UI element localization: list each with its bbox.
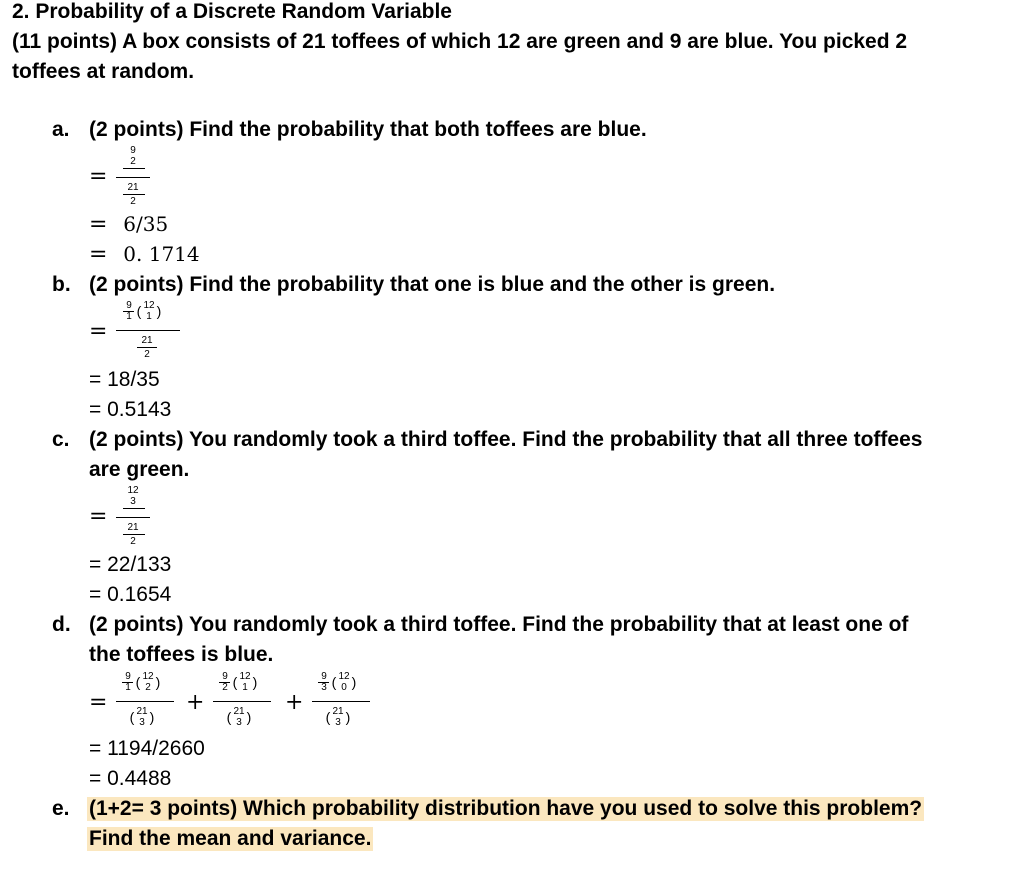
main-fraction-bar (116, 177, 150, 178)
equals-sign: = (89, 504, 108, 529)
part-b-question: (2 points) Find the probability that one is blue and the other is green. (89, 273, 776, 296)
plus-sign: + (285, 690, 304, 715)
part-e-question-line1: (1+2= 3 points) Which probability distribution have you used to solve this problem? (89, 797, 923, 820)
inner-bar (123, 194, 145, 195)
part-a-question: (2 points) Find the probability that both toffees are blue. (89, 118, 647, 141)
part-d-letter: d. (52, 613, 71, 636)
part-b-fraction: = 9 1 ( 12 1 ) 21 2 (89, 299, 199, 359)
main-fraction-bar (116, 330, 180, 331)
part-a-letter: a. (52, 118, 70, 141)
part-d-question-line1: (2 points) You randomly took a third toffee. Find the probability that at least one of (89, 613, 909, 636)
part-d-sum-expression (89, 670, 389, 730)
frac-numerator-sub: 2 (130, 156, 136, 167)
main-fraction-bar (116, 517, 150, 518)
inner-bar (123, 168, 145, 169)
part-e-question-line2: Find the mean and variance. (89, 827, 372, 850)
sum-term-1: 9 1 ( 12 2 ) ( 21 3 ) (116, 670, 178, 730)
part-a-answer-2: = 0. 1714 (89, 242, 200, 267)
part-d-answer-1: = 1194/2660 (89, 737, 205, 760)
part-a-answer-1: = 6/35 (89, 212, 169, 237)
problem-intro-line2: toffees at random. (12, 60, 195, 83)
part-d-answer-2: = 0.4488 (89, 767, 172, 790)
part-c-letter: c. (52, 428, 70, 451)
part-c-answer-2: = 0.1654 (89, 583, 172, 606)
part-b-letter: b. (52, 273, 71, 296)
part-c-fraction: = 12 3 21 2 (89, 484, 169, 544)
problem-title: 2. Probability of a Discrete Random Variable (12, 0, 452, 23)
part-c-question-line2: are green. (89, 458, 190, 481)
part-e-letter: e. (52, 797, 70, 820)
equals-sign: = (89, 690, 108, 715)
part-b-answer-1: = 18/35 (89, 368, 160, 391)
frac-denominator: 21 (127, 182, 139, 193)
part-c-answer-1: = 22/133 (89, 553, 172, 576)
part-a-fraction (89, 144, 169, 207)
sum-term-3: 9 3 ( 12 0 ) ( 21 3 ) (312, 670, 374, 730)
equals-sign: = (89, 164, 108, 189)
frac-denominator-sub: 2 (130, 196, 136, 207)
part-b-answer-2: = 0.5143 (89, 398, 172, 421)
part-c-question-line1: (2 points) You randomly took a third toffee. Find the probability that all three toffees (89, 428, 923, 451)
equals-sign: = (89, 319, 108, 344)
part-d-question-line2: the toffees is blue. (89, 643, 274, 666)
plus-sign: + (186, 690, 205, 715)
sum-term-2: 9 2 ( 12 1 ) ( 21 3 ) (213, 670, 275, 730)
problem-intro-line1: (11 points) A box consists of 21 toffees of which 12 are green and 9 are blue. You picked 2 (12, 30, 908, 53)
frac-numerator: 9 (130, 145, 136, 156)
